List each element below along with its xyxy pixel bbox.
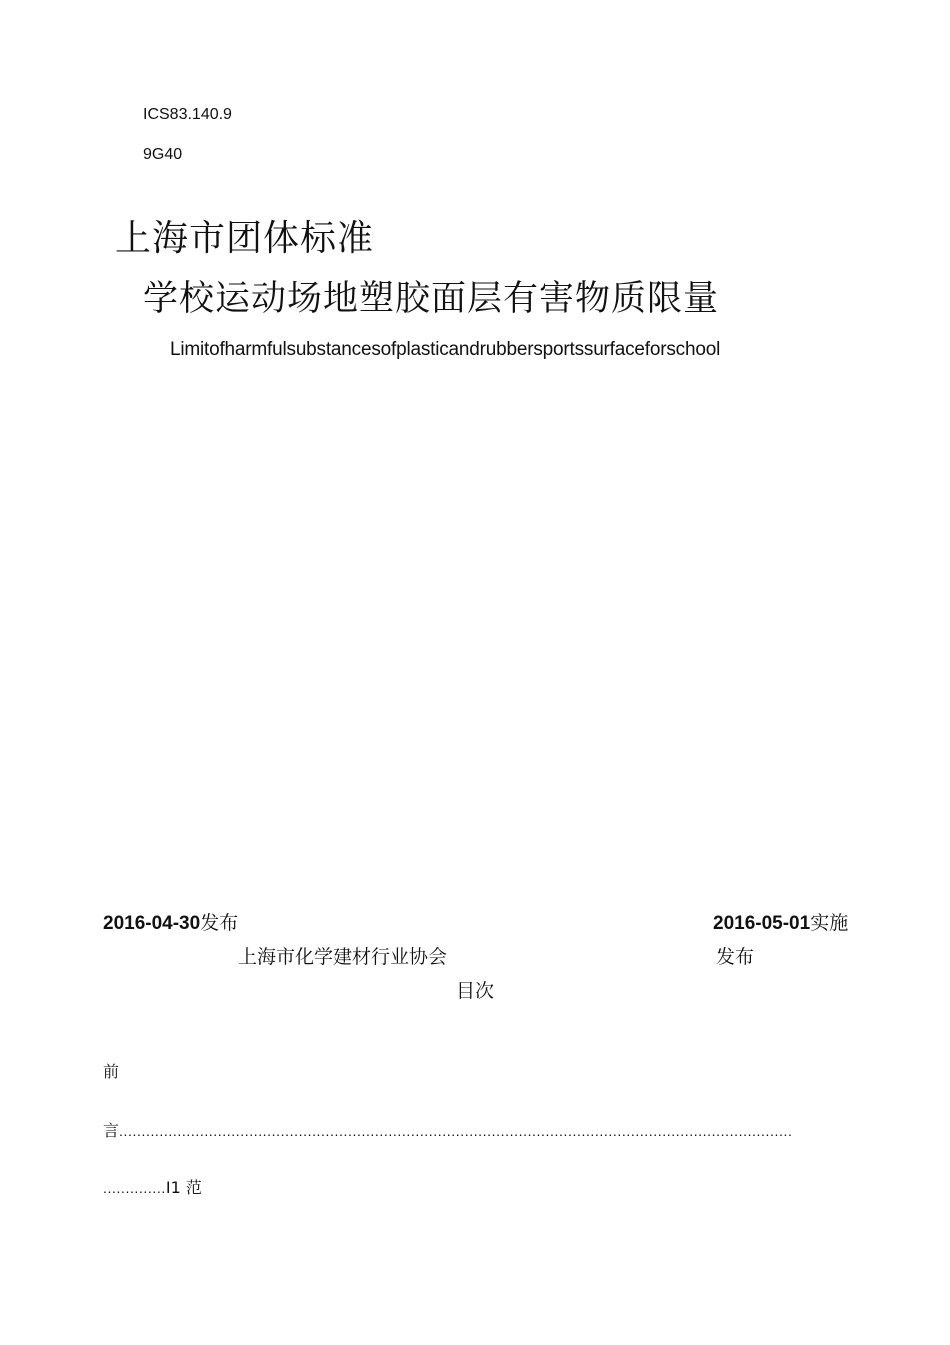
standard-type-title: 上海市团体标准 <box>115 218 375 259</box>
ics-code: ICS83.140.9 <box>143 106 232 123</box>
standard-title-english: Limitofharmfulsubstancesofplasticandrubbersportssurfaceforschool <box>170 339 721 360</box>
toc-line-foreword-text: 言 <box>103 1121 120 1140</box>
toc-leader-dots-short: .............. <box>103 1180 166 1196</box>
toc-line-scope <box>103 1175 202 1198</box>
publish-label: 发布 <box>200 912 239 934</box>
standard-title: 学校运动场地塑胶面层有害物质限量 <box>143 279 720 319</box>
publish-date: 2016-04-30 <box>103 913 201 934</box>
effective-label: 实施 <box>810 912 849 934</box>
toc-leader-dots: ...................................................................................................................................................... <box>119 1123 793 1139</box>
toc-line-scope-text: I1 范 <box>165 1178 202 1197</box>
ccs-code: 9G40 <box>143 146 183 163</box>
toc-line-foreword-2 <box>103 1118 875 1141</box>
publish-date-block <box>103 908 238 935</box>
effective-date: 2016-05-01 <box>713 913 811 934</box>
toc-line-foreword-1: 前 <box>103 1062 120 1081</box>
toc-title: 目次 <box>456 980 495 1002</box>
issuer-name: 上海市化学建材行业协会 <box>238 946 448 968</box>
issuer-publish-label: 发布 <box>716 946 755 968</box>
effective-date-block <box>713 908 848 935</box>
